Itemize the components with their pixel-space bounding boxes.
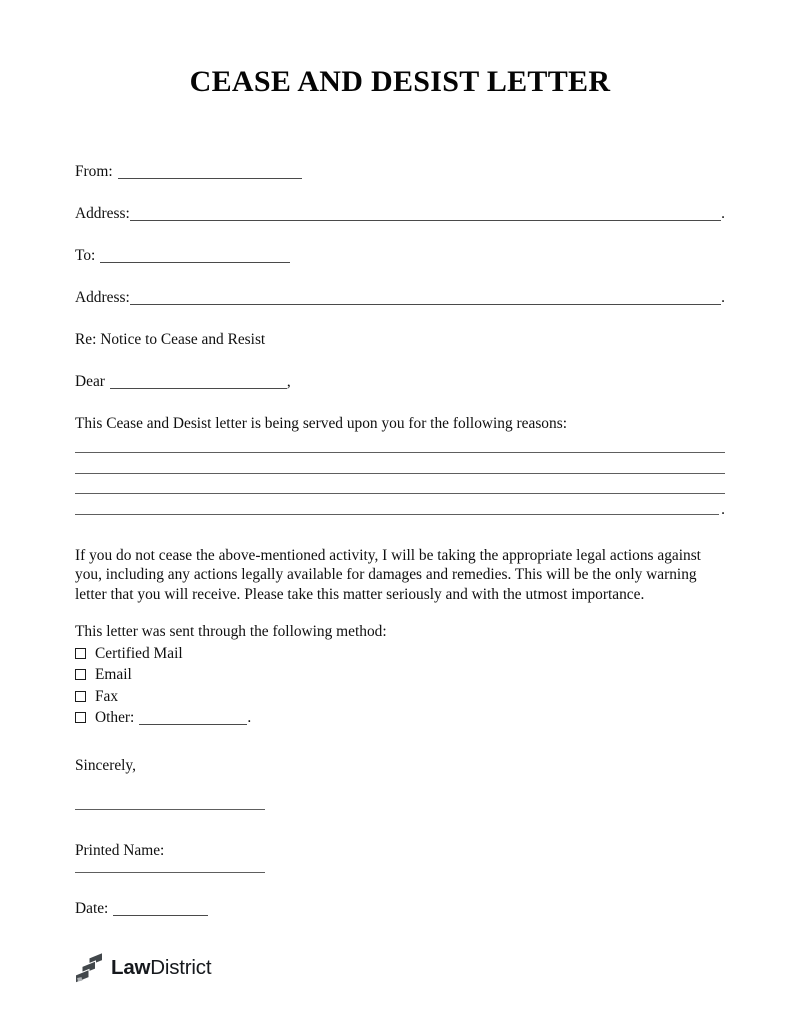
reasons-intro-row (75, 414, 725, 434)
reasons-blank-lines (75, 439, 725, 518)
brand-wordmark (111, 956, 211, 980)
method-label: Certified Mail (95, 644, 183, 662)
method-option-email (75, 664, 725, 686)
reason-blank-line (75, 474, 725, 495)
dear-label: Dear (75, 373, 105, 390)
printed-name-label: Printed Name: (75, 841, 165, 859)
page-title: CEASE AND DESIST LETTER (189, 65, 611, 98)
dear-blank-line (110, 376, 287, 389)
delivery-method-section (75, 621, 725, 729)
other-period: . (247, 709, 252, 726)
dear-comma: , (286, 373, 291, 390)
re-line (75, 330, 725, 350)
checkbox-icon (75, 669, 86, 680)
date-label: Date: (75, 899, 109, 917)
re-line-text: Re: Notice to Cease and Resist (75, 331, 266, 348)
reason-blank-line (75, 439, 725, 453)
printed-name-blank-line (75, 872, 265, 873)
salutation-row (75, 372, 725, 392)
brand-bold-part: Law (111, 956, 151, 979)
method-label: Other: (95, 709, 135, 726)
to-address-row (75, 288, 725, 308)
reason-blank-line-last (75, 494, 725, 518)
reasons-intro-text: This Cease and Desist letter is being served upon you for the following reasons: (75, 415, 567, 432)
method-label: Fax (95, 687, 119, 705)
from-label: From: (75, 163, 113, 180)
method-option-fax (75, 686, 725, 708)
to-address-blank-line (130, 292, 721, 305)
reason-blank-line-rule (75, 494, 719, 515)
lawdistrict-logo-icon (75, 952, 104, 985)
to-address-label: Address: (75, 289, 130, 306)
reason-blank-line (75, 453, 725, 474)
from-address-blank-line (130, 208, 721, 221)
checkbox-icon (75, 712, 86, 723)
other-blank-line (139, 712, 247, 725)
to-row (75, 246, 725, 266)
checkbox-icon (75, 691, 86, 702)
method-label: Email (95, 666, 132, 683)
signature-blank-line (75, 809, 265, 810)
method-intro-text: This letter was sent through the following method: (75, 623, 387, 640)
from-address-row (75, 204, 725, 224)
date-row (75, 899, 725, 919)
to-address-period: . (721, 289, 725, 306)
to-blank-line (100, 250, 290, 263)
brand-regular-part: District (150, 956, 212, 979)
from-address-label: Address: (75, 205, 130, 222)
date-blank-line (113, 903, 208, 916)
lawdistrict-logo[interactable] (75, 952, 211, 985)
to-label: To: (75, 247, 96, 264)
checkbox-icon (75, 648, 86, 659)
from-blank-line (118, 166, 302, 179)
from-row (75, 162, 725, 182)
from-address-period: . (721, 205, 725, 222)
method-option-other (75, 707, 725, 729)
reasons-end-period: . (721, 500, 725, 518)
closing-text: Sincerely, (75, 756, 136, 774)
method-option-certified-mail (75, 643, 725, 665)
warning-paragraph: If you do not cease the above-mentioned activity, I will be taking the appropriate legal actions against you, including any actions legally available for damages and remedies. This will be the only warning letter that you will receive. Please take this matter seriously and with the utmost importance. (75, 546, 701, 603)
